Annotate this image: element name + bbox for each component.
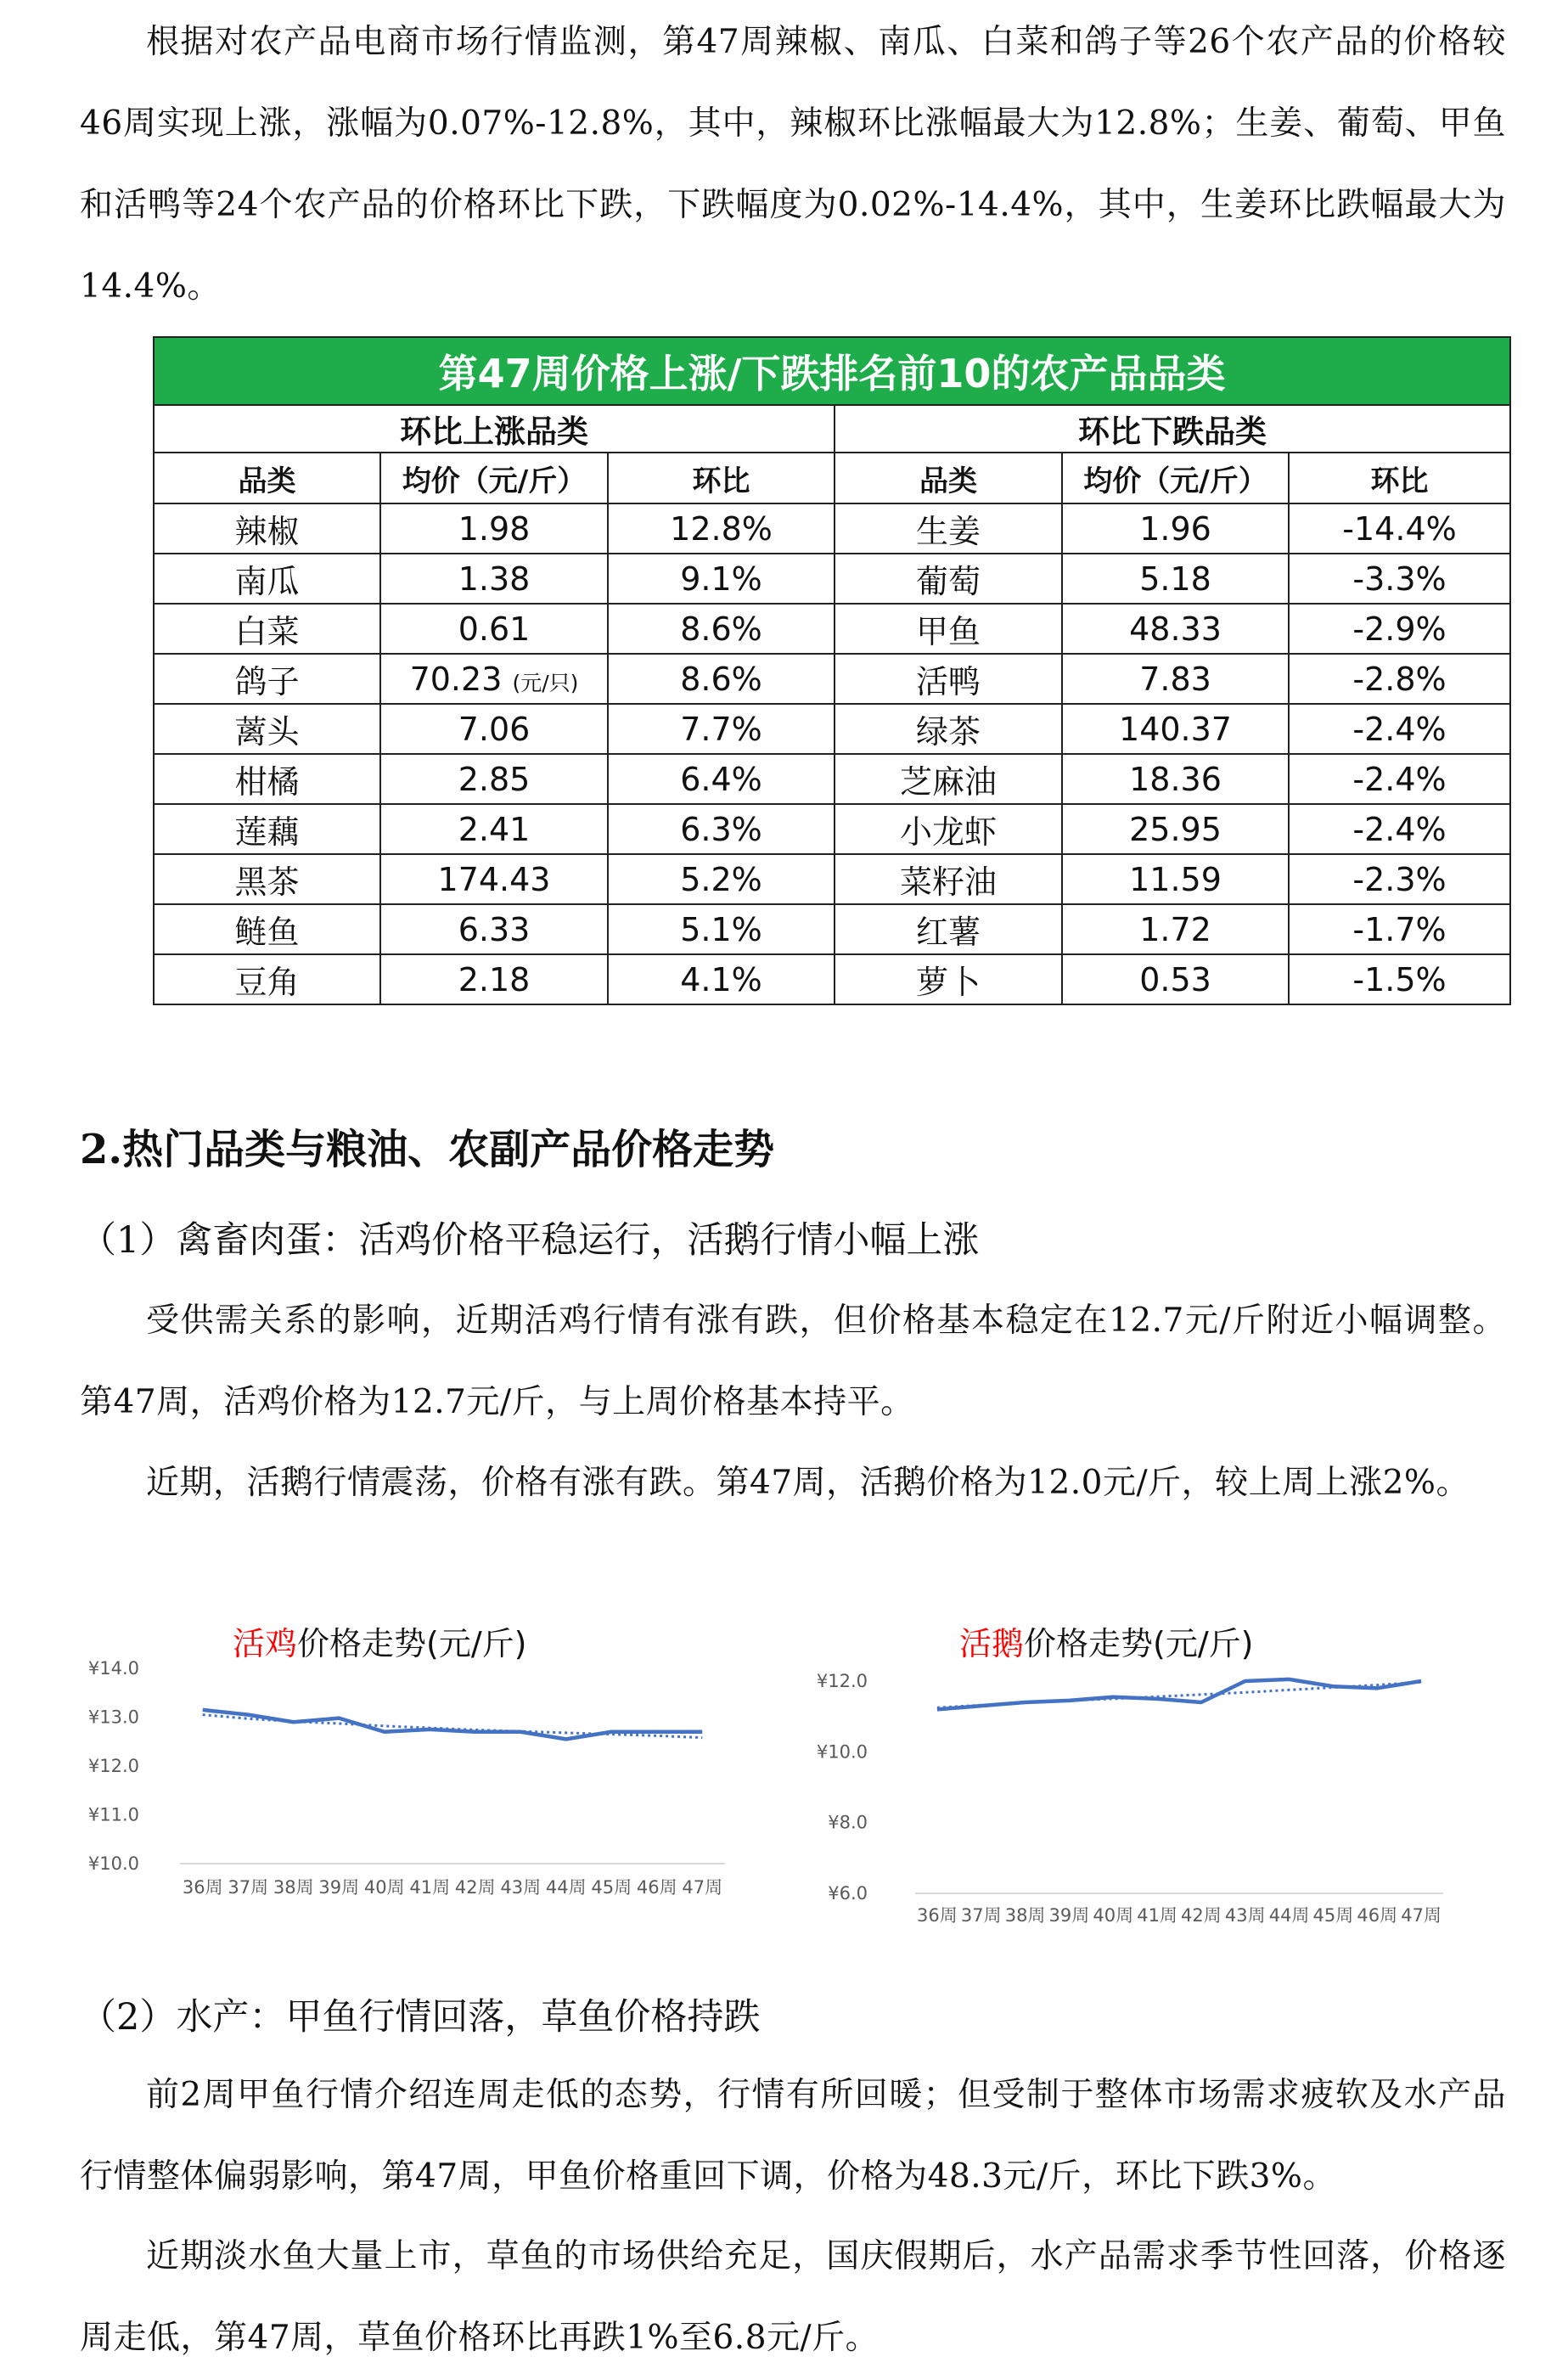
- price-ranking-table: [153, 336, 1509, 1005]
- col-header-category: 品类: [835, 453, 1062, 503]
- y-tick-label: ¥10.0: [88, 1853, 139, 1874]
- table-cell-down-name: 芝麻油: [835, 754, 1062, 804]
- table-row: [154, 804, 1510, 854]
- x-tick-label: 37周: [228, 1877, 268, 1898]
- table-cell-down-price: 0.53: [1062, 954, 1289, 1004]
- table-cell-up-change: 4.1%: [608, 954, 835, 1004]
- x-tick-label: 44周: [1269, 1905, 1310, 1926]
- x-tick-label: 45周: [591, 1877, 632, 1898]
- table-cell-down-price: 18.36: [1062, 754, 1289, 804]
- table-cell-up-price: 2.41: [380, 804, 608, 854]
- table-cell-up-change: 5.1%: [608, 904, 835, 954]
- table-row: [154, 654, 1510, 704]
- subsection-1-title: （1）禽畜肉蛋：活鸡价格平稳运行，活鹅行情小幅上涨: [80, 1217, 979, 1264]
- table-cell-down-name: 小龙虾: [835, 804, 1062, 854]
- table-row: [154, 604, 1510, 654]
- x-tick-label: 45周: [1313, 1905, 1354, 1926]
- table-cell-up-change: 6.3%: [608, 804, 835, 854]
- price-series-line: [937, 1679, 1421, 1709]
- table-cell-down-price: 7.83: [1062, 654, 1289, 704]
- x-tick-label: 44周: [546, 1877, 587, 1898]
- table-cell-up-name: 鲢鱼: [154, 904, 380, 954]
- unit-label: (元/只): [512, 671, 578, 695]
- table-cell-down-price: 5.18: [1062, 554, 1289, 604]
- y-tick-label: ¥12.0: [817, 1671, 868, 1691]
- table-cell-up-change: 6.4%: [608, 754, 835, 804]
- table-cell-up-price: 0.61: [380, 604, 608, 654]
- col-header-avg-price: 均价（元/斤）: [380, 453, 608, 503]
- x-tick-label: 42周: [1181, 1905, 1222, 1926]
- table-cell-up-price: 70.23 (元/只): [380, 654, 608, 704]
- table-cell-down-name: 活鸭: [835, 654, 1062, 704]
- chart-title: 活鸡价格走势(元/斤): [233, 1617, 526, 1664]
- table-cell-down-change: -1.7%: [1289, 904, 1510, 954]
- subsection-1-paragraph-1: 受供需关系的影响，近期活鸡行情有涨有跌，但价格基本稳定在12.7元/斤附近小幅调整。第47周，活鸡价格为12.7元/斤，与上周价格基本持平。: [80, 1280, 1506, 1443]
- subsection-1-paragraph-2: 近期，活鹅行情震荡，价格有涨有跌。第47周，活鹅价格为12.0元/斤，较上周上涨2%。: [80, 1443, 1506, 1524]
- table-cell-up-change: 12.8%: [608, 503, 835, 554]
- x-tick-label: 47周: [1401, 1905, 1442, 1926]
- table-cell-down-price: 25.95: [1062, 804, 1289, 854]
- table-row: [154, 754, 1510, 804]
- x-tick-label: 41周: [409, 1877, 450, 1898]
- table-cell-down-name: 甲鱼: [835, 604, 1062, 654]
- table-cell-up-price: 7.06: [380, 704, 608, 754]
- y-tick-label: ¥11.0: [88, 1805, 139, 1825]
- x-tick-label: 38周: [273, 1877, 314, 1898]
- up-group-header: 环比上涨品类: [154, 405, 835, 453]
- x-tick-label: 36周: [917, 1905, 958, 1926]
- table-cell-down-change: -2.3%: [1289, 854, 1510, 904]
- table-cell-up-change: 8.6%: [608, 604, 835, 654]
- table-cell-up-price: 6.33: [380, 904, 608, 954]
- col-header-avg-price: 均价（元/斤）: [1062, 453, 1289, 503]
- table-cell-down-price: 1.72: [1062, 904, 1289, 954]
- table-cell-down-change: -2.4%: [1289, 704, 1510, 754]
- intro-paragraph: 根据对农产品电商市场行情监测，第47周辣椒、南瓜、白菜和鸽子等26个农产品的价格较46周实现上涨，涨幅为0.07%-12.8%，其中，辣椒环比涨幅最大为12.8%；生姜、葡萄、甲鱼和活鸭等24个农产品的价格环比下跌，下跌幅度为0.02%-14.4%，其中，生姜环比跌幅最大为14.4%。: [80, 2, 1506, 328]
- table-row: [154, 954, 1510, 1004]
- table-row: [154, 503, 1510, 554]
- x-tick-label: 42周: [455, 1877, 496, 1898]
- table-cell-down-name: 生姜: [835, 503, 1062, 554]
- down-group-header: 环比下跌品类: [835, 405, 1510, 453]
- x-tick-label: 46周: [1357, 1905, 1397, 1926]
- table-cell-up-change: 7.7%: [608, 704, 835, 754]
- col-header-category: 品类: [154, 453, 380, 503]
- table-cell-up-name: 柑橘: [154, 754, 380, 804]
- y-tick-label: ¥8.0: [828, 1813, 868, 1833]
- table-cell-up-price: 2.85: [380, 754, 608, 804]
- x-tick-label: 40周: [364, 1877, 405, 1898]
- col-header-change: 环比: [1289, 453, 1510, 503]
- table-cell-up-price: 1.38: [380, 554, 608, 604]
- y-tick-label: ¥13.0: [88, 1707, 139, 1728]
- x-tick-label: 46周: [637, 1877, 677, 1898]
- x-tick-label: 47周: [682, 1877, 722, 1898]
- table-cell-down-change: -2.9%: [1289, 604, 1510, 654]
- table-cell-down-name: 萝卜: [835, 954, 1062, 1004]
- x-tick-label: 36周: [183, 1877, 223, 1898]
- x-tick-label: 40周: [1093, 1905, 1133, 1926]
- x-tick-label: 43周: [500, 1877, 541, 1898]
- x-tick-label: 37周: [961, 1905, 1002, 1926]
- table-cell-up-change: 8.6%: [608, 654, 835, 704]
- table-cell-up-name: 黑茶: [154, 854, 380, 904]
- table-cell-down-change: -1.5%: [1289, 954, 1510, 1004]
- table-cell-up-price: 2.18: [380, 954, 608, 1004]
- chart-plot: [80, 1617, 750, 1974]
- table-cell-down-change: -2.8%: [1289, 654, 1510, 704]
- section-2-title: 2.热门品类与粮油、农副产品价格走势: [80, 1124, 774, 1175]
- x-tick-label: 38周: [1005, 1905, 1046, 1926]
- table-cell-up-change: 9.1%: [608, 554, 835, 604]
- table-cell-down-name: 葡萄: [835, 554, 1062, 604]
- table-cell-up-price: 1.98: [380, 503, 608, 554]
- x-tick-label: 41周: [1137, 1905, 1177, 1926]
- table-cell-down-change: -3.3%: [1289, 554, 1510, 604]
- table-cell-down-change: -2.4%: [1289, 804, 1510, 854]
- table-row: [154, 554, 1510, 604]
- table-cell-up-name: 豆角: [154, 954, 380, 1004]
- table-cell-up-price: 174.43: [380, 854, 608, 904]
- col-header-change: 环比: [608, 453, 835, 503]
- chart-plot: [798, 1617, 1469, 1974]
- subsection-2-paragraph-1: 前2周甲鱼行情介绍连周走低的态势，行情有所回暖；但受制于整体市场需求疲软及水产品行情整体偏弱影响，第47周，甲鱼价格重回下调，价格为48.3元/斤，环比下跌3%。: [80, 2055, 1506, 2218]
- x-tick-label: 43周: [1225, 1905, 1266, 1926]
- live-goose-chart: [798, 1617, 1469, 1974]
- subsection-2-title: （2）水产：甲鱼行情回落，草鱼价格持跌: [80, 1994, 760, 2041]
- table-row: [154, 704, 1510, 754]
- table-row: [154, 904, 1510, 954]
- table-cell-up-change: 5.2%: [608, 854, 835, 904]
- table-cell-down-name: 绿茶: [835, 704, 1062, 754]
- x-tick-label: 39周: [1049, 1905, 1090, 1926]
- chart-title: 活鹅价格走势(元/斤): [959, 1617, 1253, 1664]
- table-cell-down-change: -14.4%: [1289, 503, 1510, 554]
- y-tick-label: ¥6.0: [828, 1883, 868, 1904]
- x-tick-label: 39周: [318, 1877, 359, 1898]
- table-cell-up-name: 南瓜: [154, 554, 380, 604]
- price-series-line: [203, 1710, 703, 1740]
- table-cell-up-name: 莲藕: [154, 804, 380, 854]
- table-cell-down-price: 140.37: [1062, 704, 1289, 754]
- table-row: [154, 854, 1510, 904]
- y-tick-label: ¥14.0: [88, 1658, 139, 1679]
- table-cell-down-name: 红薯: [835, 904, 1062, 954]
- subsection-2-paragraph-2: 近期淡水鱼大量上市，草鱼的市场供给充足，国庆假期后，水产品需求季节性回落，价格逐周走低，第47周，草鱼价格环比再跌1%至6.8元/斤。: [80, 2216, 1506, 2379]
- table-cell-up-name: 鸽子: [154, 654, 380, 704]
- table-cell-down-name: 菜籽油: [835, 854, 1062, 904]
- table-cell-up-name: 白菜: [154, 604, 380, 654]
- table-cell-down-change: -2.4%: [1289, 754, 1510, 804]
- table-cell-down-price: 11.59: [1062, 854, 1289, 904]
- table-cell-up-name: 辣椒: [154, 503, 380, 554]
- table-cell-up-name: 蓠头: [154, 704, 380, 754]
- y-tick-label: ¥12.0: [88, 1756, 139, 1776]
- table-title: 第47周价格上涨/下跌排名前10的农产品品类: [154, 337, 1510, 405]
- table-cell-down-price: 1.96: [1062, 503, 1289, 554]
- live-chicken-chart: [80, 1617, 750, 1974]
- table-cell-down-price: 48.33: [1062, 604, 1289, 654]
- y-tick-label: ¥10.0: [817, 1741, 868, 1762]
